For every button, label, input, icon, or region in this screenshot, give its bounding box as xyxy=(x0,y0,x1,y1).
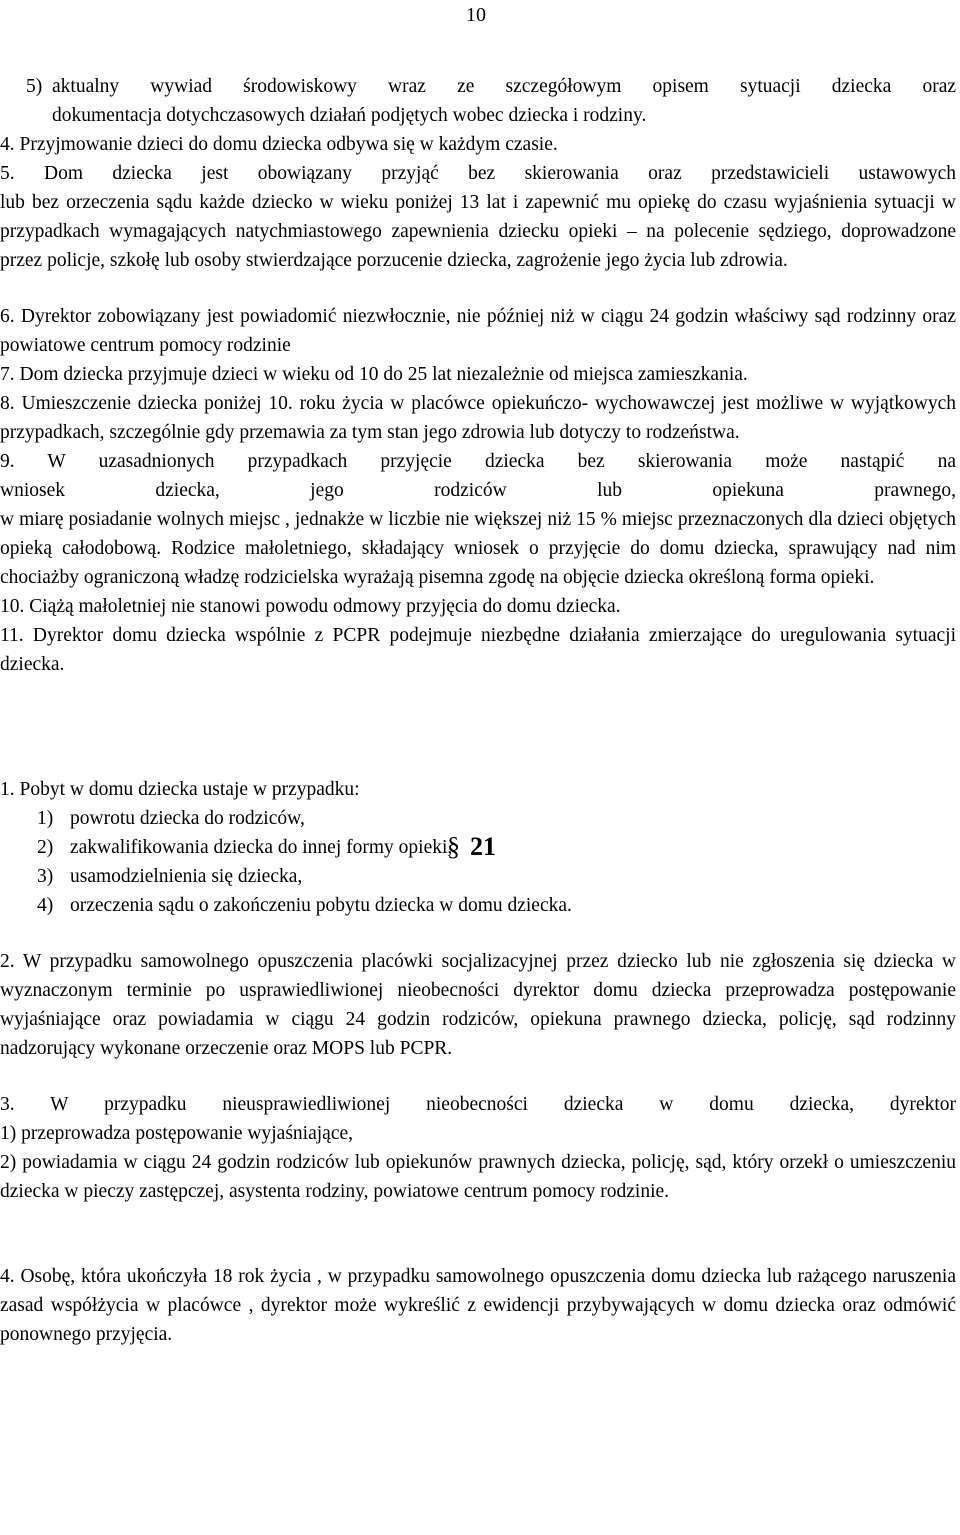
paragraph-8: 8. Umieszczenie dziecka poniżej 10. roku życia w placówce opiekuńczo- wychowawczej jest możliwe w wyjątkowych przypadkach, szczególnie gdy przemawia za tym stan jego zdrowia lub dotyczy to rodzeństwa. xyxy=(0,393,956,443)
s21-paragraph-2: 2. W przypadku samowolnego opuszczenia placówki socjalizacyjnej przez dziecko lub nie zgłoszenia się dziecka w wyznaczonym terminie po usprawiedliwionej nieobecności dyrektor domu dziecka przeprowadza postępowanie wyjaśniające oraz powiadamia w ciągu 24 godzin rodziców, opiekuna prawnego dziecka, policję, sąd rodzinny nadzorujący wykonane orzeczenie oraz MOPS lub PCPR. xyxy=(0,951,956,1059)
list-item-text: orzeczenia sądu o zakończeniu pobytu dziecka w domu dziecka. xyxy=(70,895,572,916)
s21-paragraph-3-rest: 2) powiadamia w ciągu 24 godzin rodziców lub opiekunów prawnych dziecka, policję, sąd, który orzekł o umieszczeniu dziecka w pieczy zastępczej, asystenta rodziny, powiatowe centrum pomocy rodzinie. xyxy=(0,1152,956,1202)
list-item-line-1: aktualny wywiad środowiskowy wraz ze szczegółowym opisem sytuacji dziecka oraz xyxy=(52,76,956,97)
list-item-text: powrotu dziecka do rodziców, xyxy=(70,808,305,829)
paragraph-9-line-2: wniosek dziecka, jego rodziców lub opiekuna prawnego, xyxy=(0,480,956,501)
section-symbol: § xyxy=(447,832,460,861)
paragraph-7: 7. Dom dziecka przyjmuje dzieci w wieku od 10 do 25 lat niezależnie od miejsca zamieszkania. xyxy=(0,364,748,385)
s21-paragraph-3-line-1: 3. W przypadku nieusprawiedliwionej nieobecności dziecka w domu dziecka, dyrektor xyxy=(0,1094,956,1115)
page-number: 10 xyxy=(466,4,486,26)
paragraph-6: 6. Dyrektor zobowiązany jest powiadomić niezwłocznie, nie później niż w ciągu 24 godzin właściwy sąd rodzinny oraz powiatowe centrum pomocy rodzinie xyxy=(0,306,956,356)
s21-paragraph-3-line-2: 1) przeprowadza postępowanie wyjaśniające, xyxy=(0,1123,354,1144)
section-heading xyxy=(447,830,496,864)
paragraph-5-rest: lub bez orzeczenia sądu każde dziecko w wieku poniżej 13 lat i zapewnić mu opiekę do czasu wyjaśnienia sytuacji w przypadkach wymagających natychmiastowego zapewnienia dziecku opieki – na polecenie sędziego, doprowadzone przez policje, szkołę lub osoby stwierdzające porzucenie dziecka, zagrożenie jego życia lub zdrowia. xyxy=(0,192,956,271)
list-item-number: 4) xyxy=(37,895,54,916)
s21-paragraph-1-intro: 1. Pobyt w domu dziecka ustaje w przypadku: xyxy=(0,779,360,800)
paragraph-5-line-1: 5. Dom dziecka jest obowiązany przyjąć bez skierowania oraz przedstawicieli ustawowych xyxy=(0,163,956,184)
list-item xyxy=(37,891,956,920)
list-item-text: usamodzielnienia się dziecka, xyxy=(70,866,303,887)
paragraph-10: 10. Ciążą małoletniej nie stanowi powodu odmowy przyjęcia do domu dziecka. xyxy=(0,596,621,617)
list-item-text xyxy=(52,72,956,130)
list-item-number: 3) xyxy=(37,866,54,887)
paragraph-4: 4. Przyjmowanie dzieci do domu dziecka odbywa się w każdym czasie. xyxy=(0,134,558,155)
section-number: 21 xyxy=(470,832,496,861)
list-item-line-2: dokumentacja dotychczasowych działań podjętych wobec dziecka i rodziny. xyxy=(52,105,647,126)
paragraph-11: 11. Dyrektor domu dziecka wspólnie z PCPR podejmuje niezbędne działania zmierzające do uregulowania sytuacji dziecka. xyxy=(0,625,956,675)
list-item-number: 2) xyxy=(37,837,54,858)
list-item xyxy=(37,862,956,891)
list-item-text: zakwalifikowania dziecka do innej formy opieki, xyxy=(70,837,453,858)
list-item xyxy=(37,804,956,833)
list-item-number: 1) xyxy=(37,808,54,829)
list-item-number: 5) xyxy=(26,76,43,97)
list-item xyxy=(37,833,956,862)
paragraph-9-rest: w miarę posiadanie wolnych miejsc , jednakże w liczbie nie większej niż 15 % miejsc przeznaczonych dla dzieci objętych opieką całodobową. Rodzice małoletniego, składający wniosek o przyjęcie do domu dziecka, sprawujący nad nim chociażby ograniczoną władzę rodzicielska wyrażają pisemna zgodę na objęcie dziecka określoną forma opieki. xyxy=(0,509,956,588)
list-item-5 xyxy=(0,72,956,130)
document-body xyxy=(0,72,956,1349)
paragraph-9-line-1: 9. W uzasadnionych przypadkach przyjęcie dziecka bez skierowania może nastąpić na xyxy=(0,451,956,472)
s21-paragraph-4: 4. Osobę, która ukończyła 18 rok życia , w przypadku samowolnego opuszczenia domu dziecka lub rażącego naruszenia zasad współżycia w placówce , dyrektor może wykreślić z ewidencji przybywających w domu dziecka oraz odmówić ponownego przyjęcia. xyxy=(0,1266,956,1345)
